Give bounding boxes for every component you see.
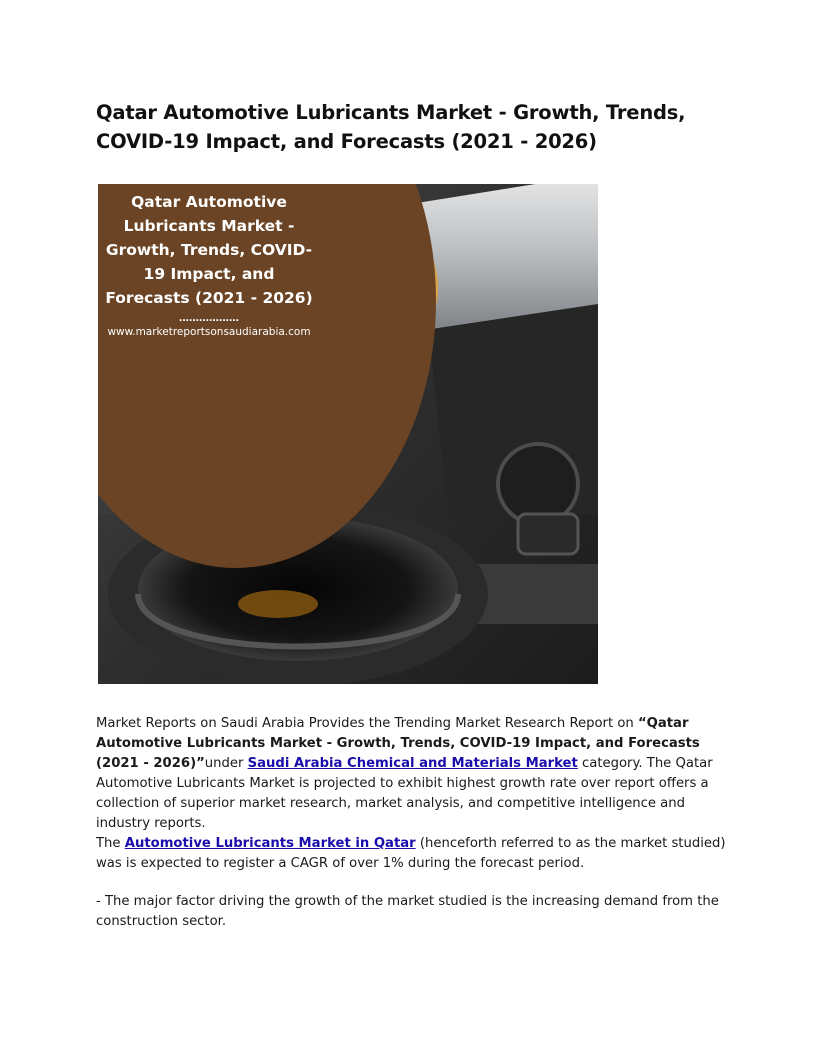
intro-lead: Market Reports on Saudi Arabia Provides the Trending Market Research Report on — [96, 716, 638, 731]
intro-tail: category. The Qatar Automotive Lubricants Market is projected to exhibit highest growth rate over report offers a collection of superior market research, market analysis, and competitive intelligence and industry reports. — [96, 756, 713, 831]
report-title: “Qatar Automotive Lubricants Market - Growth, Trends, COVID-19 Impact, and Forecasts (2021 - 2026)” — [96, 716, 700, 771]
page-title: Qatar Automotive Lubricants Market - Growth, Trends, COVID-19 Impact, and Forecasts (2021 - 2026) — [96, 101, 686, 153]
badge-url: www.marketreportsonsaudiarabia.com — [107, 326, 311, 338]
driver-paragraph: - The major factor driving the growth of the market studied is the increasing demand from the construction sector. — [96, 894, 719, 929]
market-link[interactable]: Automotive Lubricants Market in Qatar — [124, 836, 416, 851]
badge-title: Qatar Automotive Lubricants Market - Growth, Trends, COVID-19 Impact, and Forecasts (2021 - 2026) — [105, 193, 313, 307]
market-tail: (henceforth referred to as the market studied) was is expected to register a CAGR of over 1% during the forecast period. — [96, 836, 726, 871]
intro-paragraph — [96, 714, 726, 834]
badge-dots: .................. — [178, 310, 239, 324]
under-text: under — [204, 756, 248, 771]
category-link[interactable]: Saudi Arabia Chemical and Materials Market — [247, 756, 578, 771]
market-paragraph — [96, 834, 726, 874]
market-lead: The — [96, 836, 125, 851]
hero-image — [98, 184, 598, 684]
